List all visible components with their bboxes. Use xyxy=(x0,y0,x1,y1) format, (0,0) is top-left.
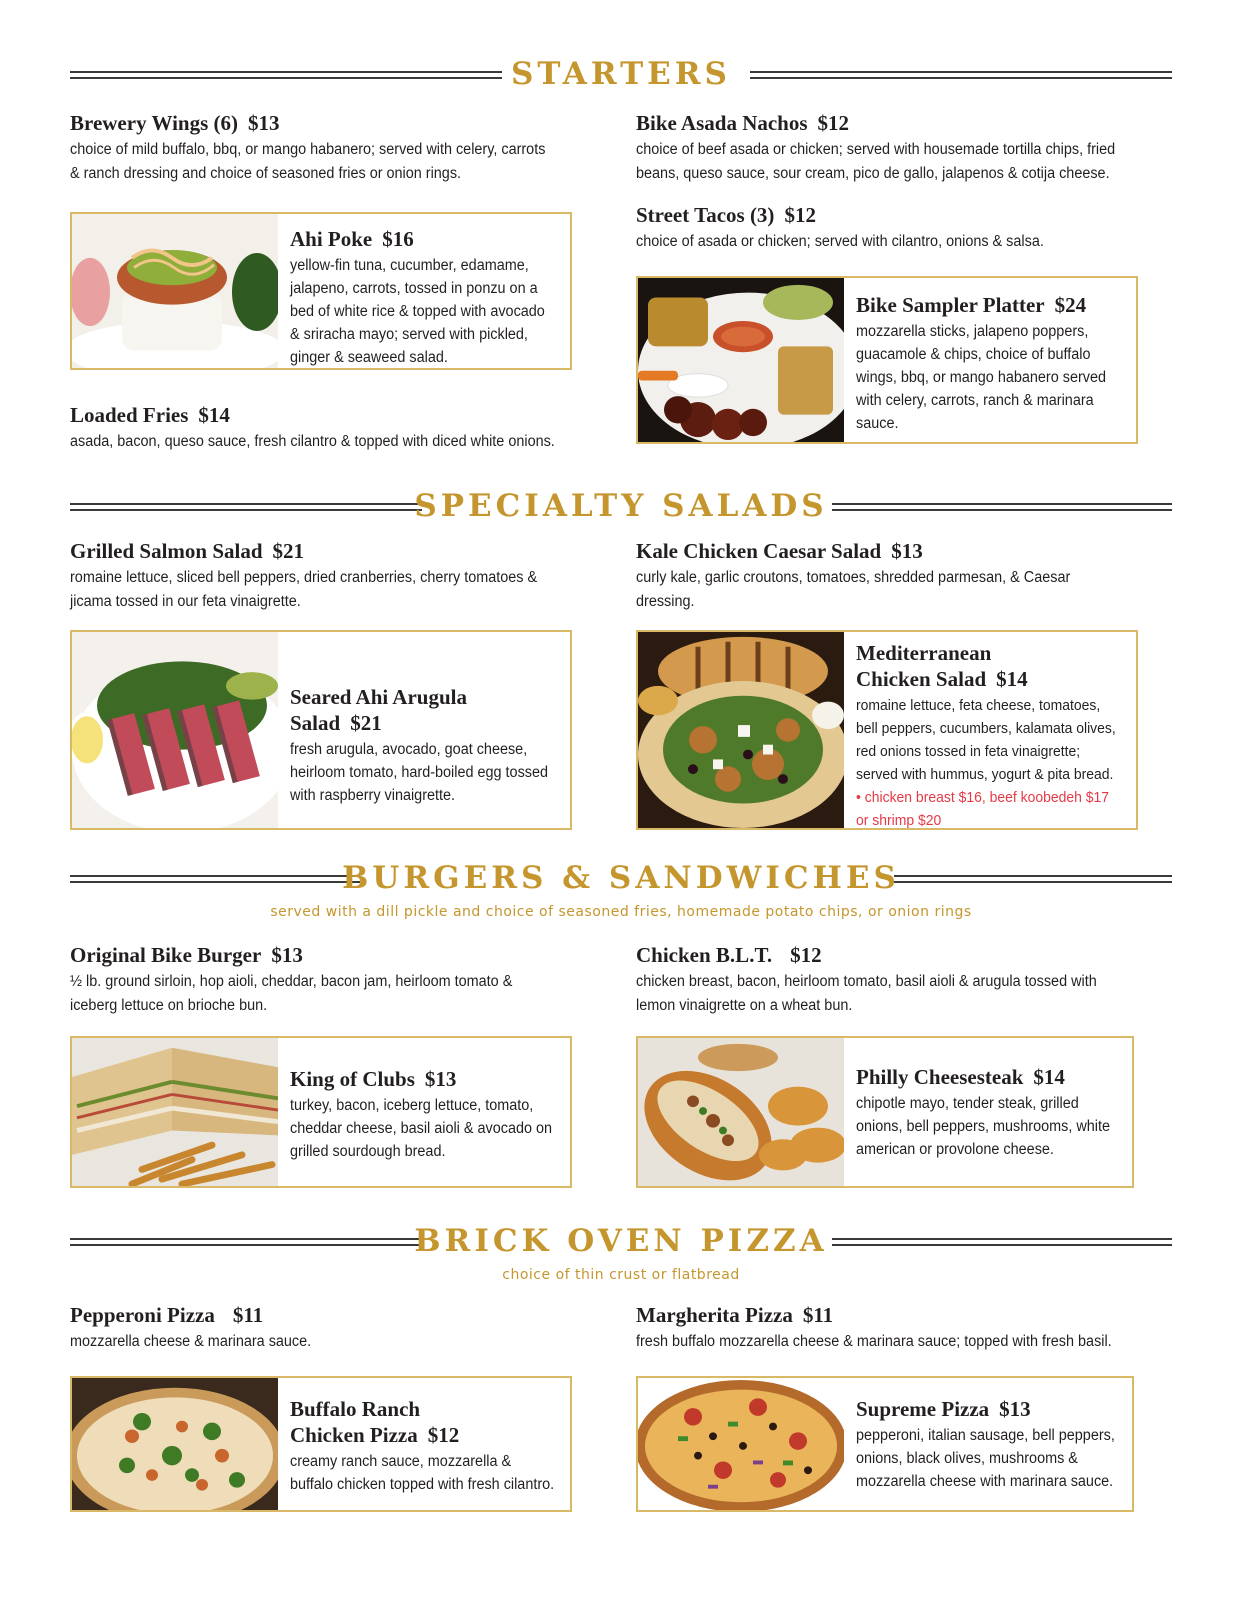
menu-item-pepperoni-pizza xyxy=(70,1302,560,1354)
item-name: Ahi Poke $16 xyxy=(290,227,414,251)
divider xyxy=(894,875,1172,883)
menu-item-kale-caesar xyxy=(636,538,1126,614)
item-price: $12 xyxy=(427,1423,460,1447)
item-description: pepperoni, italian sausage, bell peppers, onions, black olives, mushrooms & mozzarella cheese with marinara sauce. xyxy=(856,1427,1115,1490)
item-price: $11 xyxy=(232,1303,264,1327)
item-description: chicken breast, bacon, heirloom tomato, basil aioli & arugula tossed with lemon vinaigrette on a wheat bun. xyxy=(636,973,1097,1014)
item-description: choice of beef asada or chicken; served with housemade tortilla chips, fried beans, queso sauce, sour cream, pico de gallo, jalapenos & cotija cheese. xyxy=(636,141,1116,182)
item-price: $13 xyxy=(248,111,280,135)
section-header-salads xyxy=(70,484,1172,530)
item-price: $21 xyxy=(272,539,305,563)
menu-item-loaded-fries xyxy=(70,402,590,454)
item-price: $12 xyxy=(790,943,822,967)
item-description: turkey, bacon, iceberg lettuce, tomato, cheddar cheese, basil aioli & avocado on grilled sourdough bread. xyxy=(290,1097,553,1160)
supreme-pizza-photo xyxy=(638,1378,844,1510)
item-name: Original Bike Burger $13 xyxy=(70,943,303,967)
item-description: curly kale, garlic croutons, tomatoes, shredded parmesan, & Caesar dressing. xyxy=(636,569,1071,610)
section-header-pizza xyxy=(70,1219,1172,1265)
featured-card-mediterranean xyxy=(636,630,1138,830)
item-price: $14 xyxy=(996,667,1028,691)
item-description: mozzarella cheese & marinara sauce. xyxy=(70,1333,312,1350)
item-price: $14 xyxy=(198,403,230,427)
item-name: Grilled Salmon Salad $21 xyxy=(70,539,305,563)
item-description: asada, bacon, queso sauce, fresh cilantro & topped with diced white onions. xyxy=(70,433,555,450)
sampler-platter-photo xyxy=(638,278,844,442)
featured-card-ahi-poke xyxy=(70,212,572,370)
item-description: romaine lettuce, feta cheese, tomatoes, bell peppers, cucumbers, kalamata olives, red onions tossed in feta vinaigrette; served with hummus, yogurt & pita bread. • chicken breast $16, beef koobedeh $17 or shrimp $20 xyxy=(856,697,1116,829)
section-title: STARTERS xyxy=(511,56,731,92)
item-name: Philly Cheesesteak $14 xyxy=(856,1065,1065,1089)
item-name: Seared Ahi Arugula Salad $21 xyxy=(290,685,467,735)
section-title: BRICK OVEN PIZZA xyxy=(414,1223,828,1259)
item-name: Bike Sampler Platter $24 xyxy=(856,293,1087,317)
item-price: $11 xyxy=(802,1303,834,1327)
section-title: SPECIALTY SALADS xyxy=(414,488,828,524)
menu-item-grilled-salmon-salad xyxy=(70,538,560,614)
featured-card-king-of-clubs xyxy=(70,1036,572,1188)
mediterranean-salad-photo xyxy=(638,632,844,828)
menu-item-street-tacos xyxy=(636,202,1141,254)
item-description: creamy ranch sauce, mozzarella & buffalo chicken topped with fresh cilantro. xyxy=(290,1453,555,1493)
item-name: Chicken B.L.T. $12 xyxy=(636,943,822,967)
item-price: $16 xyxy=(382,227,414,251)
item-name: Loaded Fries $14 xyxy=(70,403,230,427)
item-price: $21 xyxy=(350,711,382,735)
item-name: Supreme Pizza $13 xyxy=(856,1397,1031,1421)
item-price: $12 xyxy=(784,203,816,227)
featured-card-supreme xyxy=(636,1376,1134,1512)
item-description: mozzarella sticks, jalapeno poppers, guacamole & chips, choice of buffalo wings, bbq, or mango habanero served with celery, carrots, ranch & marinara sauce. xyxy=(856,323,1107,432)
buffalo-ranch-pizza-photo xyxy=(72,1378,278,1510)
club-sandwich-photo xyxy=(72,1038,278,1186)
item-name: Kale Chicken Caesar Salad $13 xyxy=(636,539,923,563)
item-description: fresh buffalo mozzarella cheese & marinara sauce; topped with fresh basil. xyxy=(636,1333,1112,1350)
item-description: chipotle mayo, tender steak, grilled onions, bell peppers, mushrooms, white american or provolone cheese. xyxy=(856,1095,1111,1158)
item-description: ½ lb. ground sirloin, hop aioli, cheddar, bacon jam, heirloom tomato & iceberg lettuce on brioche bun. xyxy=(70,973,513,1014)
item-price: $13 xyxy=(999,1397,1031,1421)
menu-item-brewery-wings xyxy=(70,110,560,186)
divider xyxy=(750,71,1172,79)
section-header-burgers xyxy=(70,856,1172,902)
featured-card-philly xyxy=(636,1036,1134,1188)
add-protein-note: • chicken breast $16, beef koobedeh $17 or shrimp $20 xyxy=(856,789,1110,829)
section-title: BURGERS & SANDWICHES xyxy=(342,860,900,896)
menu-item-margherita-pizza xyxy=(636,1302,1141,1354)
item-name: Pepperoni Pizza $11 xyxy=(70,1303,264,1327)
philly-cheesesteak-photo xyxy=(638,1038,844,1186)
divider xyxy=(832,1238,1172,1246)
section-header-starters xyxy=(70,52,1172,98)
item-description: romaine lettuce, sliced bell peppers, dried cranberries, cherry tomatoes & jicama tossed in our feta vinaigrette. xyxy=(70,569,538,610)
section-subtitle: choice of thin crust or flatbread xyxy=(502,1267,740,1283)
item-price: $13 xyxy=(891,539,923,563)
item-description: choice of asada or chicken; served with cilantro, onions & salsa. xyxy=(636,233,1044,250)
item-price: $24 xyxy=(1054,293,1087,317)
ahi-poke-photo xyxy=(72,214,278,368)
item-name: Brewery Wings (6) $13 xyxy=(70,111,280,135)
seared-ahi-photo xyxy=(72,632,278,828)
featured-card-seared-ahi xyxy=(70,630,572,830)
divider xyxy=(832,503,1172,511)
item-price: $13 xyxy=(424,1067,457,1091)
menu-item-original-burger xyxy=(70,942,560,1018)
menu-item-chicken-blt xyxy=(636,942,1136,1018)
item-name: Buffalo Ranch xyxy=(290,1397,421,1421)
item-name: Margherita Pizza $11 xyxy=(636,1303,834,1327)
section-subtitle: served with a dill pickle and choice of seasoned fries, homemade potato chips, or onion rings xyxy=(270,904,972,920)
item-description: choice of mild buffalo, bbq, or mango habanero; served with celery, carrots & ranch dressing and choice of seasoned fries or onion rings. xyxy=(70,141,546,182)
item-name: Bike Asada Nachos $12 xyxy=(636,111,850,135)
item-price: $13 xyxy=(271,943,303,967)
item-name: Street Tacos (3) $12 xyxy=(636,203,816,227)
item-description: fresh arugula, avocado, goat cheese, heirloom tomato, hard-boiled egg tossed with raspberry vinaigrette. xyxy=(290,741,549,804)
item-name: Chicken Salad $14 xyxy=(856,667,1028,691)
item-price: $14 xyxy=(1033,1065,1065,1089)
item-name: Mediterranean xyxy=(856,641,992,665)
featured-card-bike-sampler xyxy=(636,276,1138,444)
menu-item-bike-asada-nachos xyxy=(636,110,1141,186)
item-description: yellow-fin tuna, cucumber, edamame, jalapeno, carrots, tossed in ponzu on a bed of white rice & topped with avocado & sriracha mayo; served with pickled, ginger & seaweed salad. xyxy=(290,257,545,366)
item-name: Chicken Pizza $12 xyxy=(290,1423,460,1447)
featured-card-buffalo-ranch xyxy=(70,1376,572,1512)
item-price: $12 xyxy=(817,111,850,135)
item-name: King of Clubs $13 xyxy=(290,1067,457,1091)
